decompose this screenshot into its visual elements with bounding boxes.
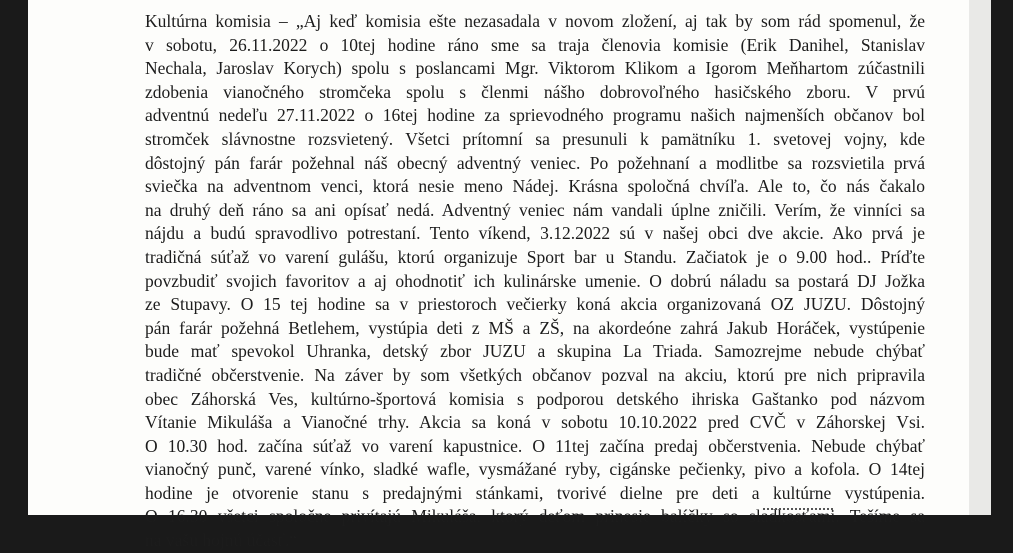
document-page (28, 0, 991, 551)
body-text (145, 10, 925, 553)
text-line: obec Záhorská Ves, kultúrno-športová komisia s podporou detského ihriska Gaštanko pod názvom (145, 388, 925, 409)
text-line: Vítanie Mikuláša a Vianočné trhy. Akcia sa koná v sobotu 10.10.2022 pred CVČ v Záhorskej Vsi. (145, 412, 925, 433)
text-line: O 16.30 všetci spoločne privítajú Mikuláša, ktorý deťom prinesie balíčky so sladkosťami. Tešíme sa (145, 506, 925, 527)
text-line: ze Stupavy. O 15 tej hodine sa v priestoroch večierky koná akcia organizovaná OZ JUZU. Dôstojný (145, 294, 925, 315)
text-line: O 10.30 hod. začína súťaž vo varení kapustnice. O 11tej začína predaj občerstvenia. Nebude chýbať (145, 435, 925, 456)
text-line: zdobenia vianočného stromčeka spolu s členmi nášho dobrovoľného hasičského zboru. V prvú (145, 81, 925, 102)
text-line: tradičné občerstvenie. Na záver by som všetkých občanov pozval na akciu, ktorú pre nich pripravila (145, 364, 925, 385)
text-line: bude mať spevokol Uhranka, detský zbor JUZU a skupina La Triada. Samozrejme nebude chýbať (145, 341, 925, 362)
text-line: vianočný punč, varené vínko, sladké wafle, vysmážané ryby, cigánske pečienky, pivo a kofola. O 14tej (145, 459, 925, 480)
text-line: povzbudiť svojich favoritov a aj ohodnotiť ich kulinárske umenie. O dobrú náladu sa postará DJ Jožka (145, 270, 925, 291)
cut-off-next-line (763, 505, 843, 515)
text-line: Nechala, Jaroslav Korych) spolu s poslancami Mgr. Viktorom Klikom a Igorom Meňhartom zúčastnili (145, 58, 925, 79)
text-line: adventnú nedeľu 27.11.2022 o 16tej hodine za sprievodného programu našich najmenších občanov bol (145, 105, 925, 126)
text-line: dôstojný pán farár požehnal náš obecný adventný veniec. Po požehnaní a modlitbe sa rozsvietila prvá (145, 152, 925, 173)
text-line: tradičná súťaž vo varení gulášu, ktorú organizuje Sport bar u Standu. Začiatok je o 9.00 hod.. Príďte (145, 246, 925, 267)
text-line: pán farár požehná Betlehem, vystúpia deti z MŠ a ZŠ, na akordeóne zahrá Jakub Horáček, vystúpenie (145, 317, 925, 338)
page-edge-strip (969, 0, 991, 515)
text-line: nájdu a budú spravodlivo potrestaní. Tento víkend, 3.12.2022 sú v našej obci dve akcie. Ako prvá je (145, 223, 925, 244)
text-line: Kultúrna komisia – „Aj keď komisia ešte nezasadala v novom zložení, aj tak by som rád spomenul, že (145, 11, 925, 31)
text-line: stromček slávnostne rozsvietený. Všetci prítomní sa presunuli k pamätníku 1. svetovej vojny, kde (145, 128, 925, 149)
text-line: sviečka na adventnom venci, ktorá nesie meno Nádej. Krásna spoločná chvíľa. Ale to, čo nás čakalo (145, 176, 925, 197)
text-line: hodine je otvorenie stanu s predajnými stánkami, tvorivé dielne pre deti a kultúrne vystúpenia. (145, 482, 925, 503)
text-line: na druhý deň ráno sa ani opísať nedá. Adventný veniec nám vandali úplne zničili. Verím, že vinníci sa (145, 199, 925, 220)
text-line: v sobotu, 26.11.2022 o 10tej hodine ráno sme sa traja členovia komisie (Erik Danihel, Stanislav (145, 34, 925, 55)
text-line: na vašu hojnú účasť.“ (145, 530, 298, 551)
